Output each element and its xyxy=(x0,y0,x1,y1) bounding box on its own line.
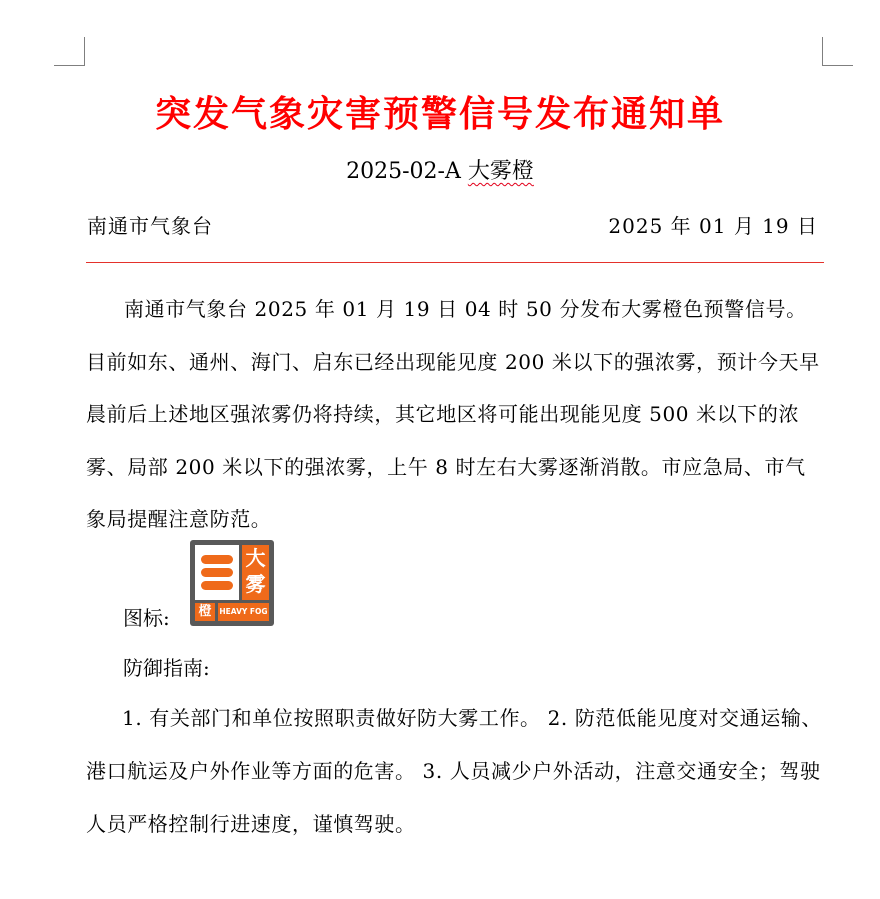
guide-text: 1. 有关部门和单位按照职责做好防大雾工作。 2. 防范低能见度对交通运输、港口航运及户外作业等方面的危害。 3. 人员减少户外活动，注意交通安全；驾驶人员严格控制行进速度，谨慎驾驶。 xyxy=(86,706,823,836)
fog-bar xyxy=(201,568,233,577)
warning-number: 2025-02-A xyxy=(346,159,468,184)
fog-char-1: 大 xyxy=(245,546,266,570)
fog-bars-icon xyxy=(195,545,239,600)
heavy-fog-orange-warning-icon xyxy=(190,540,274,626)
crop-mark-top-right xyxy=(822,37,853,66)
document-subtitle xyxy=(0,154,880,185)
warning-body: 南通市气象台 2025 年 01 月 19 日 04 时 50 分发布大雾橙色预警信号。目前如东、通州、海门、启东已经出现能见度 200 米以下的强浓雾，预计今天早晨前后上述地区强浓雾仍将持续，其它地区将可能出现能见度 500 米以下的浓雾、局部 200 米以下的强浓雾，上午 8 时左右大雾逐渐消散。市应急局、市气象局提醒注意防范。 xyxy=(86,297,820,531)
fog-english-label: HEAVY FOG xyxy=(218,603,269,621)
issue-date: 2025 年 01 月 19 日 xyxy=(608,214,818,238)
warning-type: 大雾橙 xyxy=(467,159,534,184)
fog-bar xyxy=(201,555,233,564)
fog-chars xyxy=(242,545,269,600)
guide-heading: 防御指南: xyxy=(123,656,210,680)
icon-label: 图标: xyxy=(123,606,170,630)
header-divider xyxy=(86,262,824,263)
fog-bar xyxy=(201,581,233,590)
crop-mark-top-left xyxy=(54,37,85,66)
fog-char-2: 雾 xyxy=(245,572,266,596)
issuer: 南通市气象台 xyxy=(87,214,213,238)
fog-level-char: 橙 xyxy=(195,603,215,621)
document-title: 突发气象灾害预警信号发布通知单 xyxy=(154,93,725,135)
